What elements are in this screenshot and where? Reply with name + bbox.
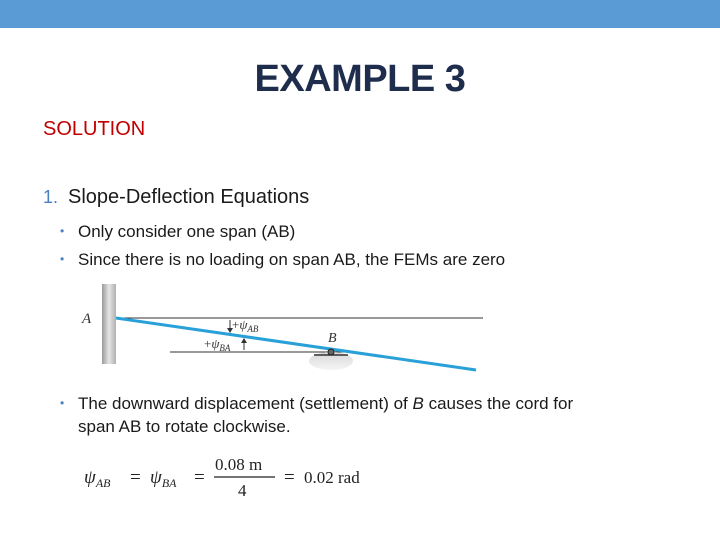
psi-ba-arrowhead: [241, 338, 247, 343]
label-b: B: [328, 331, 337, 346]
rotation-equation: [80, 450, 390, 502]
bullet-text: Only consider one span (AB): [78, 222, 296, 241]
slide-title: EXAMPLE 3: [254, 58, 466, 100]
bullet-item: [60, 392, 680, 438]
psi-ba-label: $+\psi_{BA}$: [204, 336, 231, 353]
fraction-denominator: 4: [238, 481, 247, 500]
psi-ab-symbol: $\psi_{AB}$: [84, 467, 111, 490]
step-number: 1.: [43, 187, 59, 207]
bullet-item: [60, 220, 295, 243]
bullet-text-continued: span AB to rotate clockwise.: [78, 417, 291, 436]
equals-sign: =: [130, 467, 141, 488]
beam-settlement-diagram: [78, 282, 498, 374]
bullet-item: [60, 248, 505, 271]
psi-ba-symbol: $\psi_{BA}$: [150, 467, 177, 490]
psi-ab-label: $+\psi_{AB}$: [232, 317, 259, 334]
slide-subtitle: SOLUTION: [43, 118, 146, 140]
bullet-icon: •: [60, 396, 65, 410]
step-text: Slope-Deflection Equations: [68, 186, 310, 208]
fixed-support-wall: [102, 284, 116, 364]
bullet-icon: •: [60, 224, 65, 238]
bullet-icon: •: [60, 252, 65, 266]
bullet-text: Since there is no loading on span AB, the FEMs are zero: [78, 250, 506, 269]
step-heading: [43, 186, 309, 209]
roller-pin: [328, 349, 334, 355]
bullet-text: The downward displacement (settlement) of B causes the cord for: [78, 394, 574, 413]
label-a: A: [82, 311, 92, 327]
top-accent-bar: [0, 0, 720, 28]
equals-sign: =: [284, 467, 295, 488]
fraction-numerator: 0.08 m: [215, 455, 263, 474]
result-value: 0.02 rad: [304, 468, 360, 487]
deflected-beam: [116, 318, 476, 370]
equals-sign: =: [194, 467, 205, 488]
